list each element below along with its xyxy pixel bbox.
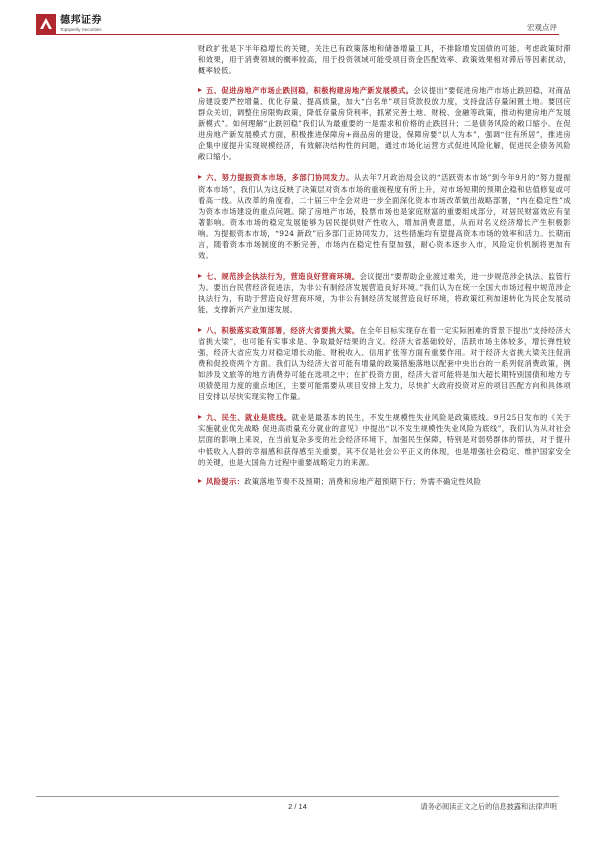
bullet-marker-icon (198, 328, 202, 332)
section-body: 在全年目标实现存在着一定实际困难的背景下提出“支持经济大省挑大梁”，也可能有实事求是、争取最好结果的含义。经济大省基础较好，活跃市场主体较多，增长弹性较强，经济大省应发力对稳定增长动能、财税收入、信用扩张等方面有重要作用。对于经济大省挑大梁关注促消费和促投资两个方面。我们认为经济大省可能有增量的政策措施落地以配套中央出台的一系列促消费政策，例如涉及文旅等的地方消费券可能在选项之中；在扩投资方面，经济大省可能将是加大超长期特别国债和地方专项债使用力度的重点地区，主要可能需要从项目安排上发力，尽快扩大政府投资对应的项目匹配方向和具体项目安排以尽快实现实物工作量。 (198, 326, 572, 402)
company-logo (36, 14, 102, 34)
logo-mark-icon (36, 14, 56, 34)
risk-warning (198, 476, 571, 487)
section-heading: 七、规范涉企执法行为，营造良好营商环境。 (206, 271, 360, 281)
brand-name-en: Topsperity Securities (60, 26, 102, 32)
section-heading: 五、促进房地产市场止跌回稳，积极构建房地产新发展模式。 (206, 86, 414, 96)
bullet-marker-icon (198, 88, 202, 92)
bullet-marker-icon (198, 274, 202, 278)
section-employment (198, 412, 571, 467)
section-body: 会议提出“要促进房地产市场止跌回稳，对商品房建设要严控增量、优化存量、提高质量，加大“白名单”项目贷款投放力度，支持盘活存量闲置土地。要回应群众关切，调整住房限购政策，降低存量房贷利率，抓紧完善土地、财税、金融等政策，推动构建房地产发展新模式”。如何理解“止跌回稳”我们认为最重要的一是需求和价格的止跌回升；二是债务风险的敞口缩小。在促进房地产新发展模式方面，积极推进保障房+商品房的建设，保障房要“以人为本”，强调“住有所居”，推进房企集中度提升实现规模经济，有效解决结构性的问题，通过市场化运营方式促进风险化解，促进民企债务风险敞口缩小。 (198, 86, 571, 162)
section-body: 就业是最基本的民生，不发生规模性失业风险是政策底线。9月25日发布的《关于实施就业优先战略 促进高质量充分就业的意见》中提出“以不发生规模性失业风险为底线”，我们认为从对社会层面的影响上来说，在当前复杂多变的社会经济环境下，加强民生保障，特别是对弱势群体的帮扶，对于提升中低收入人群的幸福感和获得感至关重要，其不仅是社会公平正义的体现，也是增强社会稳定、维护国家安全的关键，也是大国角力过程中重要战略定力的来源。 (198, 413, 571, 467)
bullet-marker-icon (198, 175, 202, 179)
section-body: 会议提出“要帮助企业渡过难关，进一步规范涉企执法、监管行为。要出台民营经济促进法，为非公有制经济发展营造良好环境。”我们认为在统一全国大市场过程中规范涉企执法行为，有助于营造良好营商环境，为非公有制经济发展营造良好环境，将政策红利加速转化为民企发展动能，支撑新兴产业加速发展。 (198, 271, 572, 314)
risk-heading: 风险提示： (206, 476, 245, 486)
section-heading: 八、积极落实政策部署，经济大省要挑大梁。 (206, 326, 360, 336)
section-body: 从去年7月政治局会议的“活跃资本市场”到今年9月的“努力提振资本市场”，我们认为这反映了决策层对资本市场的重视程度有所上升，对市场短期的预期企稳和估值修复或可看高一线。从改革的角度看，二十届三中全会对进一步全面深化资本市场改革做出战略部署，“内在稳定性”成为资本市场建设的重点问题。除了房地产市场，股票市场也是家庭财富的重要组成部分，对居民财富效应有显著影响。资本市场的稳定发展能够为居民提供财产性收入，增加消费意愿，从而对名义经济增长产生积极影响。为提振资本市场，“924 新政”后多部门正协同发力，这些措施均有望提高资本市场的效率和活力。长期而言，随着资本市场制度的不断完善，市场内在稳定性有望加强，耐心资本逐步入市，风险定价机制将更加有效。 (198, 173, 571, 260)
intro-paragraph: 财政扩张是下半年稳增长的关键，关注已有政策落地和储备增量工具，不排除增发国债的可能。考虑政策时滞和效果，用于消费领域的概率较高，用于投资领域可能受项目资金匹配效率、政策效果相对滞后等因素扰动，概率较低。 (198, 44, 571, 76)
section-business-environment (198, 271, 571, 315)
bullet-marker-icon (198, 479, 202, 483)
risk-body: 政策落地节奏不及预期；消费和房地产超预期下行；外需不确定性风险 (244, 476, 482, 486)
legal-disclaimer: 请务必阅读正文之后的信息披露和法律声明 (420, 802, 557, 811)
section-capital-market (198, 172, 571, 260)
section-heading: 九、民生、就业是底线。 (206, 413, 292, 423)
page-header (0, 0, 595, 40)
bullet-marker-icon (198, 415, 202, 419)
report-body (198, 43, 571, 497)
footer-divider (36, 796, 559, 797)
section-economic-provinces (198, 325, 571, 402)
section-real-estate (198, 85, 571, 162)
report-type-label: 宏观点评 (527, 23, 557, 32)
page-number: 2 / 14 (288, 802, 307, 811)
brand-name-cn: 德邦证券 (60, 14, 102, 26)
header-divider (36, 34, 559, 35)
section-heading: 六、努力提振资本市场，多部门协同发力。 (206, 173, 354, 183)
page-footer (0, 790, 595, 842)
